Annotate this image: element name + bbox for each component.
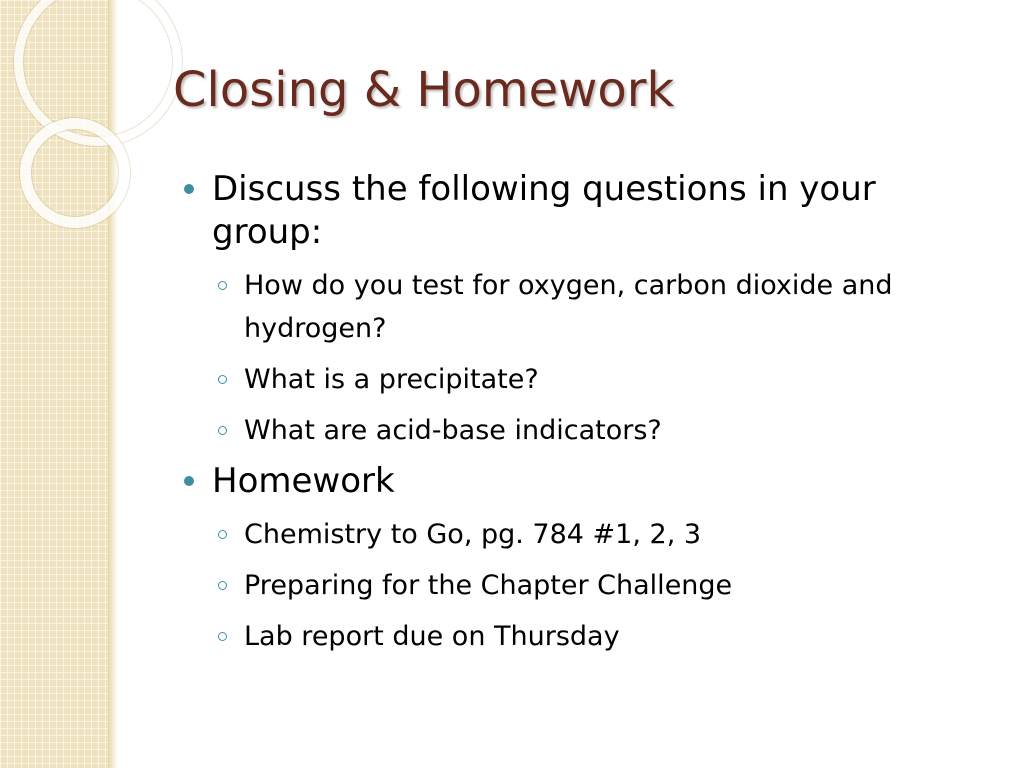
hollow-circle-bullet-icon (218, 581, 227, 590)
sub-item (180, 264, 980, 350)
bullet-homework (180, 460, 980, 503)
slide-title: Closing & Homework (173, 62, 675, 118)
bullet-discuss (180, 168, 980, 254)
sub-item-text: How do you test for oxygen, carbon dioxide and hydrogen? (244, 270, 893, 344)
sub-item-text: Lab report due on Thursday (244, 621, 620, 652)
hollow-circle-bullet-icon (218, 426, 227, 435)
sub-item (180, 513, 980, 556)
hollow-circle-bullet-icon (218, 530, 227, 539)
sub-item-text: Preparing for the Chapter Challenge (244, 570, 733, 601)
bullet-text: Discuss the following questions in your group: (212, 169, 876, 252)
hollow-circle-bullet-icon (218, 281, 227, 290)
sub-item (180, 615, 980, 658)
bullet-text: Homework (212, 461, 395, 501)
decorative-ring-small (20, 118, 130, 228)
bullet-dot-icon (184, 184, 194, 194)
sub-list-questions (180, 264, 980, 452)
bullet-dot-icon (184, 476, 194, 486)
sub-list-homework (180, 513, 980, 658)
sub-item-text: What is a precipitate? (244, 364, 539, 395)
sub-item (180, 409, 980, 452)
sub-item (180, 564, 980, 607)
sub-item-text: What are acid-base indicators? (244, 415, 662, 446)
sub-item-text: Chemistry to Go, pg. 784 #1, 2, 3 (244, 519, 702, 550)
hollow-circle-bullet-icon (218, 375, 227, 384)
sub-item (180, 358, 980, 401)
slide-content (180, 168, 980, 666)
hollow-circle-bullet-icon (218, 632, 227, 641)
